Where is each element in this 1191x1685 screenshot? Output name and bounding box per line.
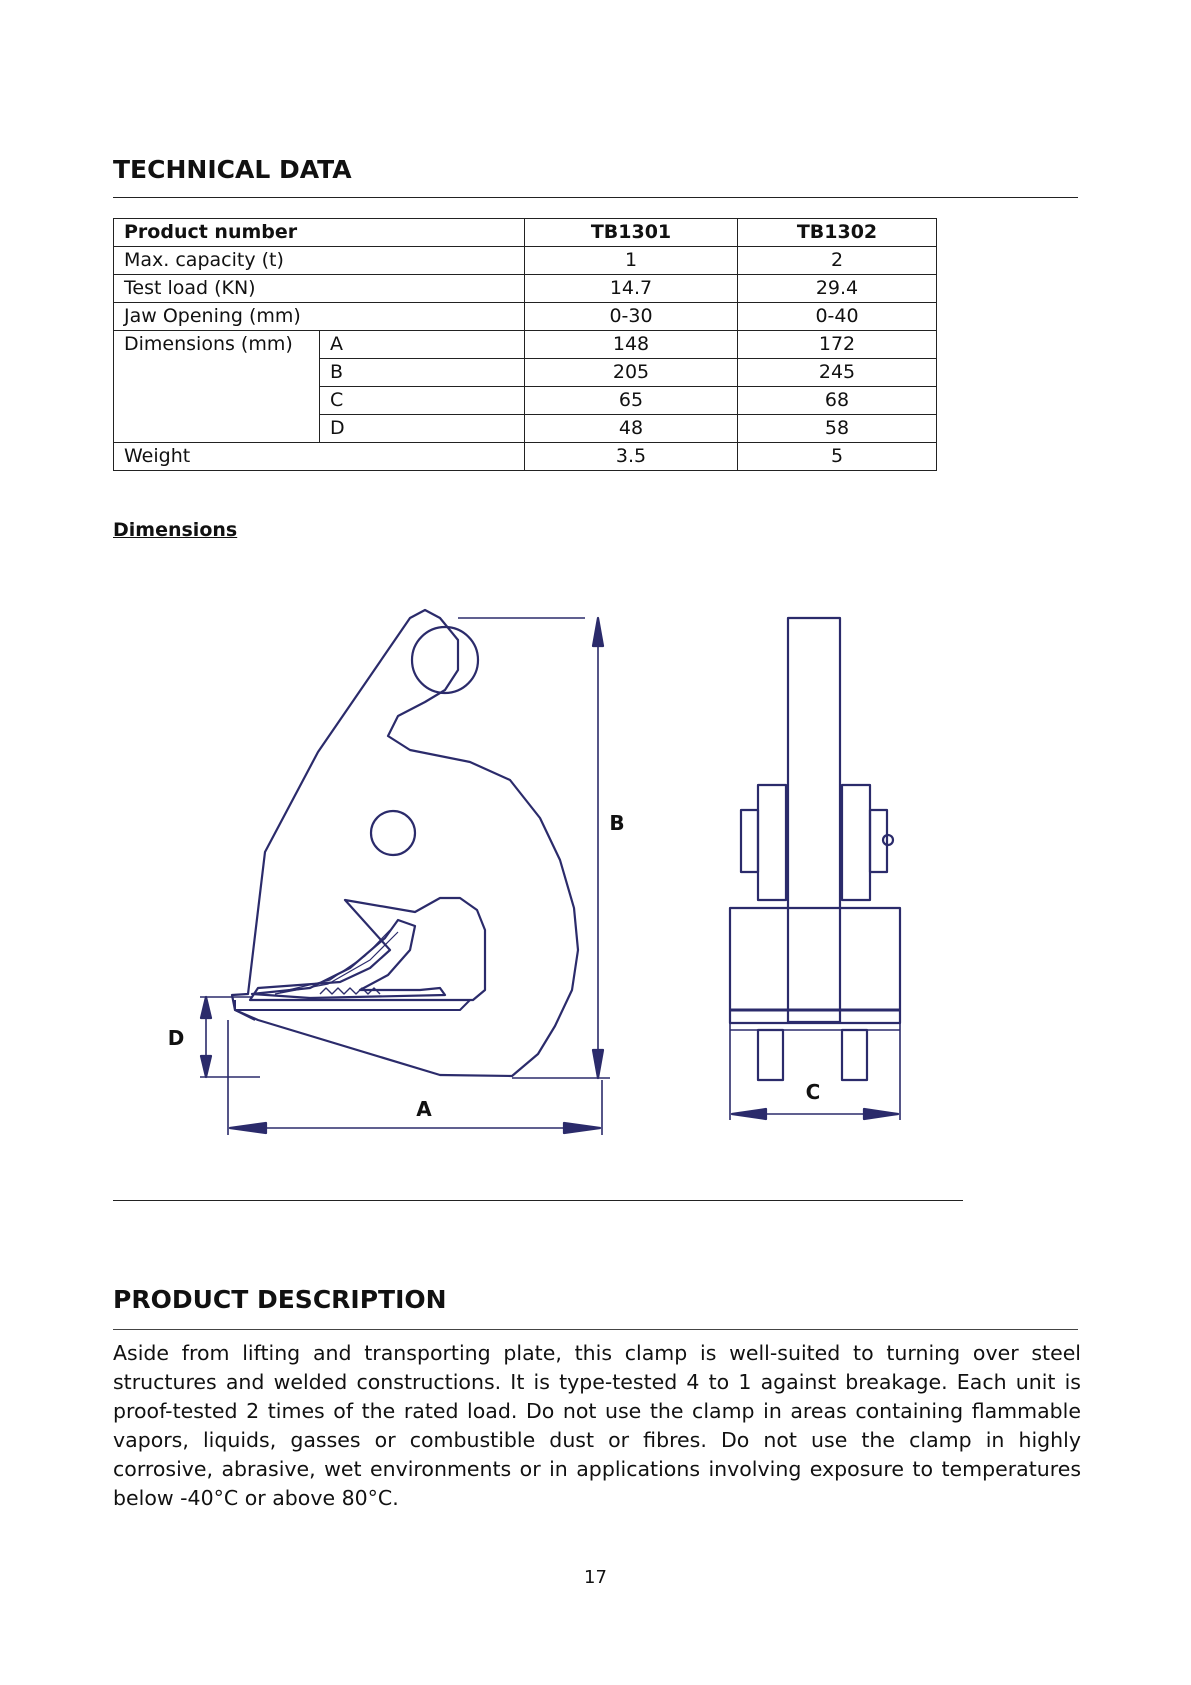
row-value: 0-40 <box>738 303 937 331</box>
table-row <box>114 275 937 303</box>
row-value: 2 <box>738 247 937 275</box>
section-divider <box>113 1200 963 1201</box>
product-description-text: Aside from lifting and transporting plate, this clamp is well-suited to turning over steel structures and welded constructions. It is type-tested 4 to 1 against breakage. Each unit is proof-tested 2 times of the rated load. Do not use the clamp in areas containing flammable vapors, liquids, gasses or combustible dust or fibres. Do not use the clamp in highly corrosive, abrasive, wet environments or in applications involving exposure to temperatures below -40°C or above 80°C. <box>113 1341 1081 1510</box>
clamp-dimension-drawing <box>140 590 930 1160</box>
row-value: 68 <box>738 387 937 415</box>
page-number: 17 <box>584 1567 607 1588</box>
table-row <box>114 247 937 275</box>
row-label: Weight <box>114 443 525 471</box>
arrow-c-left <box>732 1109 766 1119</box>
row-value: 1 <box>525 247 738 275</box>
front-left-side-plate <box>758 785 786 900</box>
row-value: 58 <box>738 415 937 443</box>
dimension-sub-label: A <box>320 331 525 359</box>
header-col-tb1302: TB1302 <box>738 219 937 247</box>
arrow-c-right <box>864 1109 898 1119</box>
row-value: 29.4 <box>738 275 937 303</box>
front-shackle <box>788 618 840 1022</box>
table-row <box>114 443 937 471</box>
row-label: Jaw Opening (mm) <box>114 303 525 331</box>
row-value: 148 <box>525 331 738 359</box>
technical-data-heading: TECHNICAL DATA <box>113 155 352 184</box>
dimension-sub-label: B <box>320 359 525 387</box>
header-col-tb1301: TB1301 <box>525 219 738 247</box>
table-row <box>114 303 937 331</box>
row-value: 205 <box>525 359 738 387</box>
table-header-row <box>114 219 937 247</box>
row-value: 172 <box>738 331 937 359</box>
row-label: Max. capacity (t) <box>114 247 525 275</box>
row-label: Test load (KN) <box>114 275 525 303</box>
label-d: D <box>167 1026 185 1050</box>
row-value: 5 <box>738 443 937 471</box>
heading-rule <box>113 197 1078 198</box>
arrow-d-top <box>201 997 211 1018</box>
arrow-d-bottom <box>201 1056 211 1077</box>
row-value: 65 <box>525 387 738 415</box>
jaw-slot <box>250 898 485 1000</box>
arrow-b-top <box>593 618 603 646</box>
row-value: 0-30 <box>525 303 738 331</box>
label-b: B <box>609 811 625 835</box>
dimension-sub-label: D <box>320 415 525 443</box>
front-right-side-plate <box>842 785 870 900</box>
row-value: 245 <box>738 359 937 387</box>
label-c: C <box>805 1080 821 1104</box>
table-row <box>114 387 937 415</box>
row-value: 14.7 <box>525 275 738 303</box>
row-value: 3.5 <box>525 443 738 471</box>
table-row <box>114 415 937 443</box>
shackle-eye <box>412 627 478 693</box>
front-lower-block <box>730 908 900 1023</box>
row-value: 48 <box>525 415 738 443</box>
product-description-heading: PRODUCT DESCRIPTION <box>113 1285 447 1314</box>
dimension-sub-label: C <box>320 387 525 415</box>
heading-rule <box>113 1329 1078 1330</box>
clamp-body-outline <box>232 610 578 1076</box>
header-label: Product number <box>114 219 525 247</box>
arrow-a-left <box>230 1123 266 1133</box>
pivot-hole <box>371 811 415 855</box>
dimensions-subheading: Dimensions <box>113 519 238 541</box>
label-a: A <box>416 1097 432 1121</box>
table-row <box>114 359 937 387</box>
table-row <box>114 331 937 359</box>
arrow-a-right <box>564 1123 600 1133</box>
dimensions-label: Dimensions (mm) <box>114 331 320 359</box>
arrow-b-bottom <box>593 1050 603 1078</box>
lower-jaw <box>235 1000 470 1010</box>
technical-data-table <box>113 218 937 471</box>
